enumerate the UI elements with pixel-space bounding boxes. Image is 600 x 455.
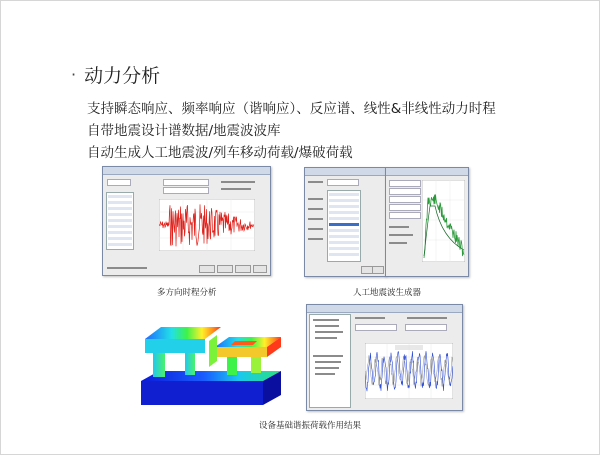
caption-vibration-result: 设备基础谐振荷载作用结果: [259, 421, 362, 431]
caption-artificial-wave: 人工地震波生成器: [353, 288, 422, 298]
tree-panel: [309, 314, 351, 408]
time-history-dialog-screenshot: [102, 166, 271, 276]
feature-list: [87, 98, 496, 164]
function-list-panel: [106, 192, 134, 250]
foundation-contour-model: [139, 301, 289, 411]
section-title: 动力分析: [84, 65, 161, 87]
caption-multi-direction: 多方向时程分析: [157, 288, 217, 298]
seismic-waveform-plot: [159, 199, 255, 251]
feature-line-3: 自动生成人工地震波/列车移动荷载/爆破荷载: [87, 145, 353, 161]
vibration-result-screenshot: [306, 304, 463, 411]
bullet: ·: [71, 65, 77, 84]
time-history-result-plot: [365, 343, 453, 399]
wave-list-panel: [327, 190, 361, 262]
response-spectrum-plot: [422, 180, 465, 262]
spectrum-window-screenshot: [385, 167, 469, 277]
section-heading: [71, 61, 160, 88]
feature-line-1: 支持瞬态响应、频率响应（谐响应）、反应谱、线性&非线性动力时程: [87, 101, 496, 117]
dialog-titlebar: [103, 167, 270, 175]
feature-line-2: 自带地震设计谱数据/地震波波库: [87, 123, 281, 139]
artificial-wave-dialog-screenshot: [304, 167, 386, 277]
